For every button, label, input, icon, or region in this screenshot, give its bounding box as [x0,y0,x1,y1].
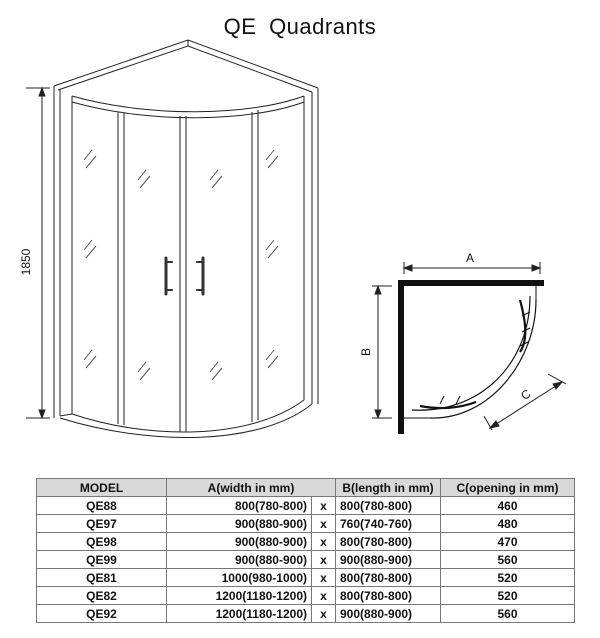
opening-cell: 560 [441,551,575,569]
plan-view [398,280,544,434]
length-cell: 900(880-900) [336,551,441,569]
table-row [37,605,575,623]
model-cell: QE98 [37,533,167,551]
model-cell: QE82 [37,587,167,605]
times-cell: x [312,497,336,515]
opening-cell: 460 [441,497,575,515]
length-cell: 800(780-800) [336,497,441,515]
table-row [37,515,575,533]
spec-table [36,478,575,623]
model-cell: QE88 [37,497,167,515]
dimension-b-label: B [359,347,373,357]
width-cell: 800(780-800) [167,497,312,515]
opening-cell: 560 [441,605,575,623]
width-cell: 1200(1180-1200) [167,587,312,605]
width-cell: 1200(1180-1200) [167,605,312,623]
length-cell: 800(780-800) [336,569,441,587]
opening-cell: 470 [441,533,575,551]
opening-cell: 520 [441,569,575,587]
table-row [37,533,575,551]
table-row [37,587,575,605]
opening-cell: 480 [441,515,575,533]
model-cell: QE81 [37,569,167,587]
dimension-a-label: A [465,251,475,265]
width-cell: 1000(980-1000) [167,569,312,587]
page-title: QE Quadrants [223,14,377,39]
height-label: 1850 [19,248,33,276]
length-cell: 800(780-800) [336,533,441,551]
glass-reflection-marks [84,150,278,380]
model-cell: QE99 [37,551,167,569]
length-cell: 800(780-800) [336,587,441,605]
times-cell: x [312,533,336,551]
door-handles [166,258,203,294]
table-row [37,497,575,515]
table-header-row [37,479,575,497]
times-cell: x [312,551,336,569]
length-cell: 760(740-760) [336,515,441,533]
times-cell: x [312,605,336,623]
dimension-c-label: C [518,386,534,403]
header-width: A(width in mm) [167,479,336,497]
model-cell: QE97 [37,515,167,533]
enclosure-3d-view [54,40,318,438]
length-cell: 900(880-900) [336,605,441,623]
width-cell: 900(880-900) [167,515,312,533]
width-cell: 900(880-900) [167,551,312,569]
header-opening: C(opening in mm) [441,479,575,497]
model-cell: QE92 [37,605,167,623]
times-cell: x [312,587,336,605]
header-length: B(length in mm) [336,479,441,497]
times-cell: x [312,569,336,587]
dimension-b [372,286,392,418]
width-cell: 900(880-900) [167,533,312,551]
opening-cell: 520 [441,587,575,605]
times-cell: x [312,515,336,533]
header-model: MODEL [37,479,167,497]
table-row [37,569,575,587]
table-row [37,551,575,569]
